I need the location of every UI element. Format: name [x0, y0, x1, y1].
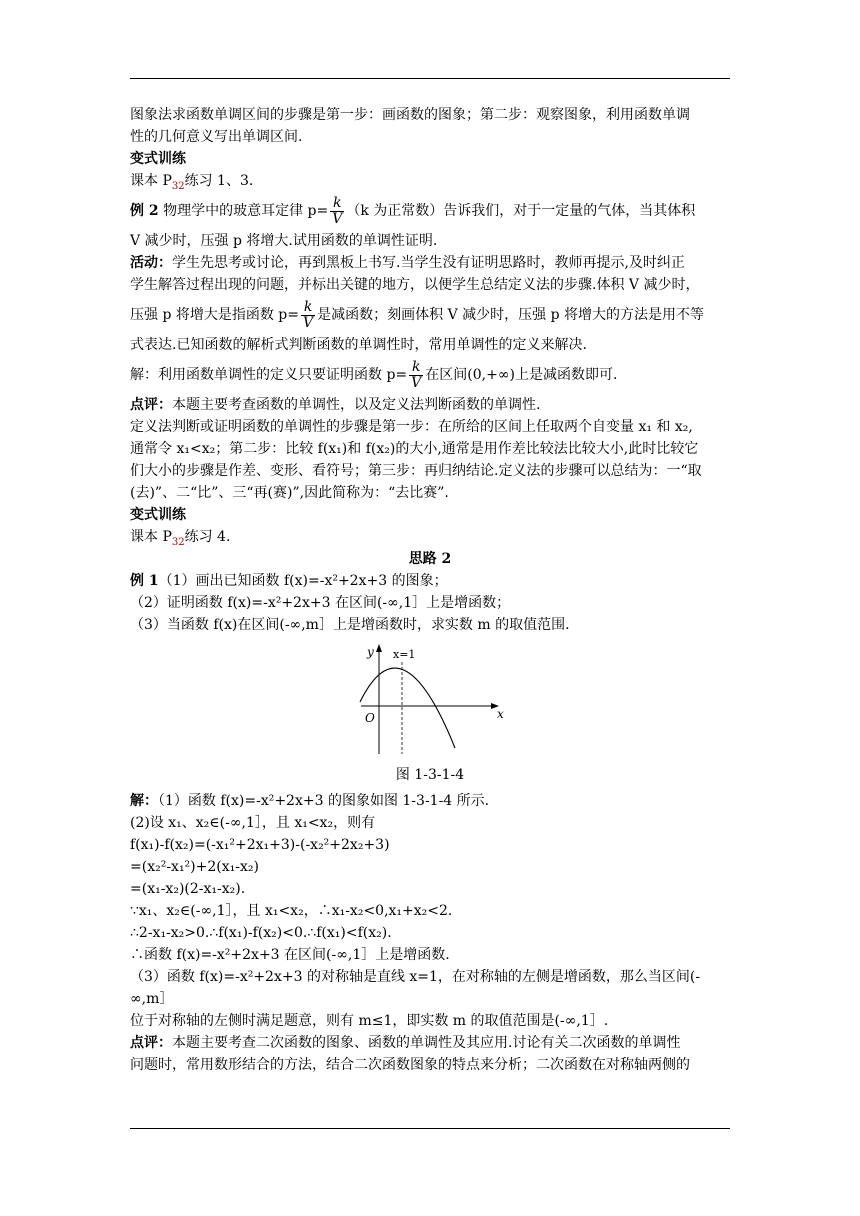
solution-line: =(x₁-x₂)(2-x₁-x₂).	[130, 881, 246, 897]
solution-line: ∴函数 f(x)=-x²+2x+3 在区间(-∞,1］上是增函数.	[130, 947, 450, 963]
comment-line: 通常令 x₁<x₂；第二步：比较 f(x₁)和 f(x₂)的大小,通常是用作差比较法比较大小,此时比较它	[130, 441, 699, 457]
solution-line: f(x₁)-f(x₂)=(-x₁²+2x₁+3)-(-x₂²+2x₂+3)	[130, 837, 390, 853]
solution-line: =(x₂²-x₁²)+2(x₁-x₂)	[130, 859, 259, 875]
comment-line: 定义法判断或证明函数的单调性的步骤是第一步：在所给的区间上任取两个自变量 x₁ 和 x₂,	[130, 419, 693, 435]
header-rule	[130, 78, 730, 79]
solution-line: (2)设 x₁、x₂∈(-∞,1］，且 x₁<x₂，则有	[130, 815, 376, 831]
example-1-q2: （2）证明函数 f(x)=-x²+2x+3 在区间(-∞,1］上是增函数；	[130, 595, 511, 611]
section-title: 思路 2	[408, 551, 452, 567]
figure-caption: 图 1-3-1-4	[395, 767, 465, 783]
comment-line: 们大小的步骤是作差、变形、看符号；第三步：再归纳结论.定义法的步骤可以总结为：一“取	[130, 463, 702, 479]
comment-line: 问题时，常用数形结合的方法，结合二次函数图象的特点来分析；二次函数在对称轴两侧的	[130, 1057, 690, 1073]
activity-line: 学生解答过程出现的问题，并标出关键的地方，以便学生总结定义法的步骤.体积 V 减少时，	[130, 277, 700, 293]
variant-heading: 变式训练	[130, 151, 186, 167]
solution-line: 解：（1）函数 f(x)=-x²+2x+3 的图象如图 1-3-1-4 所示.	[130, 793, 490, 809]
example-2-statement: 例 2 物理学中的玻意耳定律 p= $\frac{k}{V}$ （k 为正常数）告诉我们，对于一定量的气体，当其体积	[130, 194, 696, 227]
x-axis-label: x	[497, 707, 504, 721]
solution-line: ∴2-x₁-x₂>0.∴f(x₁)-f(x₂)<0.∴f(x₁)<f(x₂).	[130, 925, 392, 941]
textbook-reference: 课本 $P_{32}$练习 1、3.	[130, 173, 254, 192]
activity-line: 式表达.已知函数的解析式判断函数的单调性时，常用单调性的定义来解决.	[130, 337, 587, 353]
solution-line: ∵x₁、x₂∈(-∞,1］，且 x₁<x₂，∴x₁-x₂<0,x₁+x₂<2.	[130, 903, 453, 919]
example-label: 例 2	[130, 203, 159, 219]
variant-heading: 变式训练	[130, 507, 186, 523]
fraction-k-over-v: $\frac{k}{V}$	[411, 358, 422, 391]
comment-line: 点评：本题主要考查二次函数的图象、函数的单调性及其应用.讨论有关二次函数的单调性	[130, 1035, 681, 1051]
solution-line: （3）函数 f(x)=-x²+2x+3 的对称轴是直线 x=1，在对称轴的左侧是增函数，那么当区间(-∞,m］	[130, 969, 701, 1007]
page-content	[130, 104, 730, 1076]
footer-rule	[130, 1128, 730, 1129]
comment-line: (去)”、二“比”、三“再(赛)”,因此简称为：“去比赛”.	[130, 485, 449, 501]
fraction-k-over-v: $\frac{k}{V}$	[303, 298, 314, 331]
intro-line: 图象法求函数单调区间的步骤是第一步：画函数的图象；第二步：观察图象，利用函数单调	[130, 107, 690, 123]
y-axis-label: y	[367, 645, 374, 659]
example-2-line: V 减少时，压强 p 将增大.试用函数的单调性证明.	[130, 233, 438, 249]
textbook-reference: 课本 $P_{32}$练习 4.	[130, 529, 231, 548]
origin-label: O	[365, 711, 375, 725]
fraction-k-over-v: $\frac{k}{V}$	[332, 194, 343, 227]
solution-line: 位于对称轴的左侧时满足题意，则有 m≤1，即实数 m 的取值范围是(-∞,1］.	[130, 1013, 609, 1029]
activity-line: 活动：学生先思考或讨论，再到黑板上书写.当学生没有证明思路时，教师再提示,及时纠正	[130, 255, 685, 271]
example-1-q3: （3）当函数 f(x)在区间(-∞,m］上是增函数时，求实数 m 的取值范围.	[130, 617, 570, 633]
activity-line: 压强 p 将增大是指函数 p= $\frac{k}{V}$ 是减函数；刻画体积 V 减少时，压强 p 将增大的方法是用不等	[130, 298, 705, 331]
intro-line: 性的几何意义写出单调区间.	[130, 129, 303, 145]
example-1-q1: 例 1（1）画出已知函数 f(x)=-x²+2x+3 的图象；	[130, 573, 448, 589]
comment-line: 点评：本题主要考查函数的单调性，以及定义法判断函数的单调性.	[130, 397, 541, 413]
parabola-figure	[355, 644, 505, 760]
solution-2: 解：利用函数单调性的定义只要证明函数 p= $\frac{k}{V}$ 在区间(0,+∞)上是减函数即可.	[130, 358, 618, 391]
symmetry-axis-label: x=1	[393, 648, 416, 661]
